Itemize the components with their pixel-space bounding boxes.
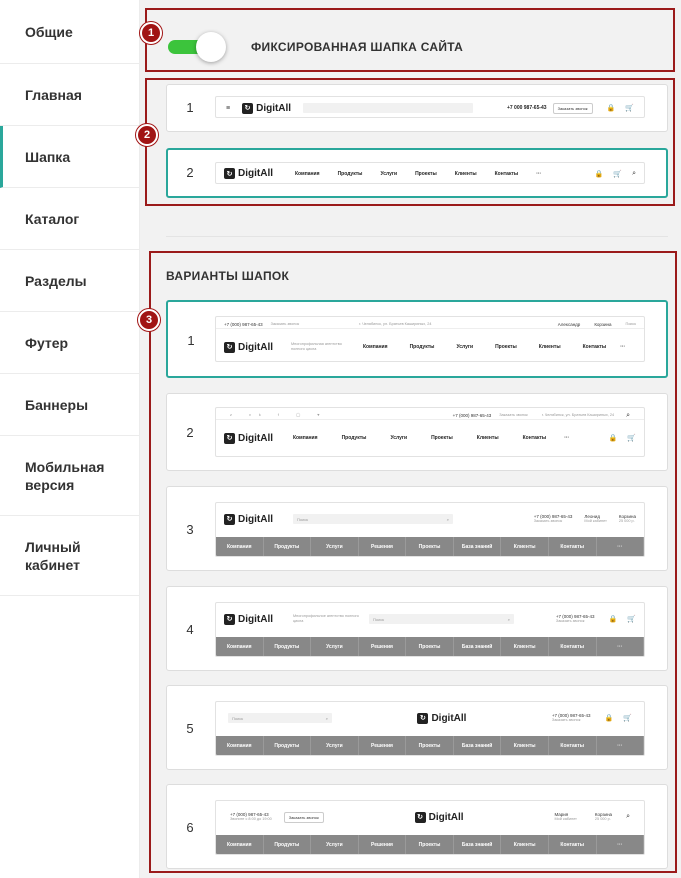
- preview-callback: Заказать звонок: [551, 718, 581, 722]
- settings-sidebar: [0, 0, 140, 878]
- menu-item: Контакты: [522, 435, 547, 441]
- option-number: 2: [186, 165, 194, 180]
- logo-mark-icon: ↻: [224, 614, 235, 625]
- search-icon: ⌕: [626, 411, 630, 419]
- menu-item: Проекты: [495, 344, 517, 350]
- preview-phone: +7 (000) 987-65-43: [551, 713, 591, 718]
- preview-phone: +7 (000) 987-65-43: [533, 514, 573, 519]
- menu-item: Компания: [216, 537, 264, 557]
- preview-menu-bar: [216, 736, 644, 756]
- preview-menu-bar: [216, 835, 644, 855]
- header-variant-4[interactable]: [166, 586, 668, 671]
- menu-item: Продукты: [341, 435, 367, 441]
- variant-number: 3: [186, 522, 194, 537]
- annotation-marker-3: 3: [138, 309, 160, 331]
- variants-title: ВАРИАНТЫ ШАПОК: [166, 269, 290, 283]
- logo-text: DigitAll: [238, 613, 273, 625]
- preview-menu-bar: [216, 537, 644, 557]
- toggle-knob: [196, 32, 226, 62]
- preview-search-bar: Поиск ⌕: [228, 713, 332, 723]
- logo-mark-icon: ↻: [242, 103, 253, 114]
- header-preview-4: [215, 602, 645, 657]
- logo-mark-icon: ↻: [224, 342, 235, 353]
- preview-callback: Заказать звонок: [270, 322, 300, 326]
- logo-text: DigitAll: [256, 102, 292, 114]
- variant-number: 5: [186, 721, 194, 736]
- menu-item: Услуги: [311, 835, 359, 855]
- preview-logo: [224, 433, 273, 444]
- menu-item: Контакты: [494, 170, 519, 177]
- variant-number: 6: [186, 820, 194, 835]
- menu-item: Решения: [359, 537, 407, 557]
- preview-phone: +7 000 987-65-43: [506, 105, 547, 111]
- menu-item: Контакты: [549, 835, 597, 855]
- menu-item: База знаний: [454, 835, 502, 855]
- preview-phone: +7 (000) 987-65-43: [452, 413, 492, 418]
- preview-callback: Заказать звонок: [555, 619, 585, 623]
- menu-item: Клиенты: [476, 435, 499, 441]
- header-variant-3[interactable]: [166, 486, 668, 571]
- preview-callback: Заказать звонок: [533, 519, 563, 523]
- logo-text: DigitAll: [238, 341, 273, 353]
- logo-text: DigitAll: [238, 513, 273, 525]
- sidebar-item-main[interactable]: Главная: [0, 64, 139, 126]
- menu-item: Услуги: [311, 736, 359, 756]
- logo-mark-icon: ↻: [224, 168, 235, 179]
- menu-item: Контакты: [582, 344, 607, 350]
- menu-item: Клиенты: [538, 344, 561, 350]
- preview-logo: [417, 713, 466, 724]
- preview-logo: [224, 514, 273, 525]
- fixed-header-option-2[interactable]: [166, 148, 668, 198]
- menu-item: Проекты: [406, 736, 454, 756]
- menu-item: Компания: [293, 435, 318, 441]
- menu-item: Проекты: [406, 637, 454, 657]
- preview-cart-sub: 25 000 р.: [618, 519, 635, 523]
- preview-search-bar: Поиск ⌕: [369, 614, 514, 624]
- fixed-header-preview-2: [215, 162, 645, 184]
- menu-item: База знаний: [454, 637, 502, 657]
- lock-icon: 🔒: [604, 715, 614, 722]
- search-icon: ⌕: [507, 616, 510, 622]
- sidebar-item-header[interactable]: Шапка: [0, 126, 139, 188]
- section-divider: [166, 236, 668, 237]
- more-icon: ···: [564, 435, 570, 441]
- preview-search: Поиск: [625, 322, 636, 326]
- preview-logo: [224, 614, 273, 625]
- menu-item: Продукты: [409, 344, 435, 350]
- menu-item: Услуги: [380, 170, 398, 177]
- sidebar-item-catalog[interactable]: Каталог: [0, 188, 139, 250]
- preview-address: г. Челябинск, ул. Братьев Кашириных, 24: [359, 322, 432, 326]
- cart-icon: 🛒: [627, 435, 636, 442]
- preview-user: Леонид: [584, 514, 600, 519]
- preview-cart: Корзина: [594, 322, 612, 327]
- menu-item: Услуги: [390, 435, 408, 441]
- cart-icon: 🛒: [613, 170, 623, 178]
- menu-item: Продукты: [264, 537, 312, 557]
- menu-item: Продукты: [264, 637, 312, 657]
- menu-item: Клиенты: [454, 170, 477, 177]
- fixed-header-preview-1: [215, 96, 645, 118]
- preview-search-bar: [303, 103, 473, 113]
- header-preview-5: [215, 701, 645, 756]
- logo-mark-icon: ↻: [417, 713, 428, 724]
- search-icon: ⌕: [446, 516, 449, 522]
- preview-user-sub: Мой кабинет: [554, 817, 577, 821]
- cart-icon: 🛒: [625, 105, 634, 112]
- lock-icon: 🔒: [594, 170, 604, 178]
- search-icon: ⌕: [626, 813, 630, 820]
- preview-callback: Заказать звонок: [499, 413, 528, 417]
- menu-item: Компания: [295, 170, 320, 177]
- lock-icon: 🔒: [608, 616, 618, 623]
- header-variant-2[interactable]: [166, 393, 668, 471]
- preview-phone: +7 (000) 987-65-43: [224, 322, 263, 327]
- preview-logo: [415, 812, 464, 823]
- sidebar-item-general[interactable]: Общие: [0, 0, 139, 64]
- menu-item: Продукты: [264, 736, 312, 756]
- sidebar-item-account[interactable]: Личный кабинет: [0, 516, 139, 596]
- menu-item: База знаний: [454, 537, 502, 557]
- logo-mark-icon: ↻: [224, 514, 235, 525]
- menu-item: Проекты: [406, 835, 454, 855]
- fixed-header-option-1[interactable]: [166, 84, 668, 132]
- lock-icon: 🔒: [608, 435, 618, 442]
- menu-item: Продукты: [264, 835, 312, 855]
- cart-icon: 🛒: [623, 715, 632, 722]
- menu-item: Решения: [359, 736, 407, 756]
- hamburger-icon: ≡: [226, 104, 231, 112]
- header-preview-1: [215, 316, 645, 362]
- preview-logo: [224, 342, 273, 353]
- preview-callback-button: Заказать звонок: [284, 812, 324, 823]
- sidebar-item-sections[interactable]: Разделы: [0, 250, 139, 312]
- header-variant-1[interactable]: [166, 300, 668, 378]
- cart-icon: 🛒: [627, 616, 636, 623]
- variant-number: 2: [186, 425, 194, 440]
- menu-item: Контакты: [549, 736, 597, 756]
- annotation-marker-2: 2: [136, 124, 158, 146]
- preview-menu-bar: [216, 637, 644, 657]
- preview-tagline: Многопрофильная агентство полного цикла: [291, 342, 342, 351]
- lock-icon: 🔒: [606, 105, 616, 112]
- annotation-marker-1: 1: [140, 22, 162, 44]
- more-icon: ···: [597, 637, 645, 657]
- preview-address: г. Челябинск, ул. Братьев Кашириных, 24: [541, 413, 615, 417]
- preview-phone: +7 (000) 987-65-43: [555, 614, 595, 619]
- menu-item: База знаний: [454, 736, 502, 756]
- preview-user-sub: Мой кабинет: [584, 519, 607, 523]
- menu-item: Компания: [216, 835, 264, 855]
- menu-item: Услуги: [456, 344, 474, 350]
- more-icon: ···: [536, 170, 542, 177]
- logo-text: DigitAll: [431, 712, 467, 724]
- search-icon: ⌕: [632, 169, 636, 177]
- logo-mark-icon: ↻: [415, 812, 426, 823]
- preview-user: Мария: [554, 812, 569, 817]
- menu-item: Продукты: [337, 170, 363, 177]
- logo-text: DigitAll: [238, 432, 273, 444]
- header-variant-6[interactable]: [166, 784, 668, 869]
- preview-cart-sub: 25 000 р.: [594, 817, 611, 821]
- variant-number: 4: [186, 622, 194, 637]
- header-preview-6: [215, 800, 645, 855]
- preview-hours: Звоните с 8:00 до 19:00: [230, 817, 272, 821]
- header-preview-2: z vk f ◯ ♥ +7 (000) 987-65-43 Заказать звонок г. Челябинск, ул. Братьев Кашириных, 24 ⌕ ↻ DigitAll Компания Продукты Услуги Проекты Клиенты Контакты ··· 🔒 🛒: [215, 407, 645, 457]
- menu-item: Компания: [363, 344, 388, 350]
- menu-item: Клиенты: [501, 537, 549, 557]
- logo-text: DigitAll: [428, 811, 464, 823]
- header-variant-5[interactable]: [166, 685, 668, 770]
- menu-item: Компания: [216, 637, 264, 657]
- search-icon: ⌕: [325, 715, 328, 721]
- fixed-header-toggle[interactable]: [168, 32, 224, 60]
- menu-item: Услуги: [311, 637, 359, 657]
- more-icon: ···: [597, 537, 645, 557]
- header-preview-3: [215, 502, 645, 557]
- preview-phone: +7 (000) 987-65-43: [230, 812, 269, 817]
- fixed-header-label: ФИКСИРОВАННАЯ ШАПКА САЙТА: [251, 40, 464, 54]
- option-number: 1: [186, 100, 194, 115]
- header-settings-panel: [140, 0, 681, 878]
- menu-item: Проекты: [406, 537, 454, 557]
- logo-mark-icon: ↻: [224, 433, 235, 444]
- sidebar-item-footer[interactable]: Футер: [0, 312, 139, 374]
- preview-search-bar: Поиск ⌕: [293, 514, 453, 524]
- preview-logo: [242, 103, 291, 114]
- more-icon: ···: [597, 835, 645, 855]
- menu-item: Контакты: [549, 637, 597, 657]
- preview-cart: Корзина: [618, 514, 636, 519]
- menu-item: Клиенты: [501, 637, 549, 657]
- sidebar-item-banners[interactable]: Баннеры: [0, 374, 139, 436]
- menu-item: Клиенты: [501, 736, 549, 756]
- preview-logo: [224, 168, 273, 179]
- menu-item: Компания: [216, 736, 264, 756]
- preview-callback-button: Заказать звонок: [553, 103, 593, 114]
- preview-user: Александр: [557, 322, 581, 327]
- menu-item: Решения: [359, 637, 407, 657]
- sidebar-item-mobile[interactable]: Мобильная версия: [0, 436, 139, 516]
- menu-item: Клиенты: [501, 835, 549, 855]
- menu-item: Проекты: [415, 170, 437, 177]
- menu-item: Решения: [359, 835, 407, 855]
- more-icon: ···: [597, 736, 645, 756]
- more-icon: ···: [620, 344, 626, 350]
- menu-item: Контакты: [549, 537, 597, 557]
- preview-tagline: Многопрофильное агентство полного цикла: [293, 614, 359, 623]
- logo-text: DigitAll: [238, 168, 273, 179]
- menu-item: Услуги: [311, 537, 359, 557]
- preview-cart: Корзина: [594, 812, 613, 817]
- menu-item: Проекты: [431, 435, 453, 441]
- variant-number: 1: [187, 333, 195, 348]
